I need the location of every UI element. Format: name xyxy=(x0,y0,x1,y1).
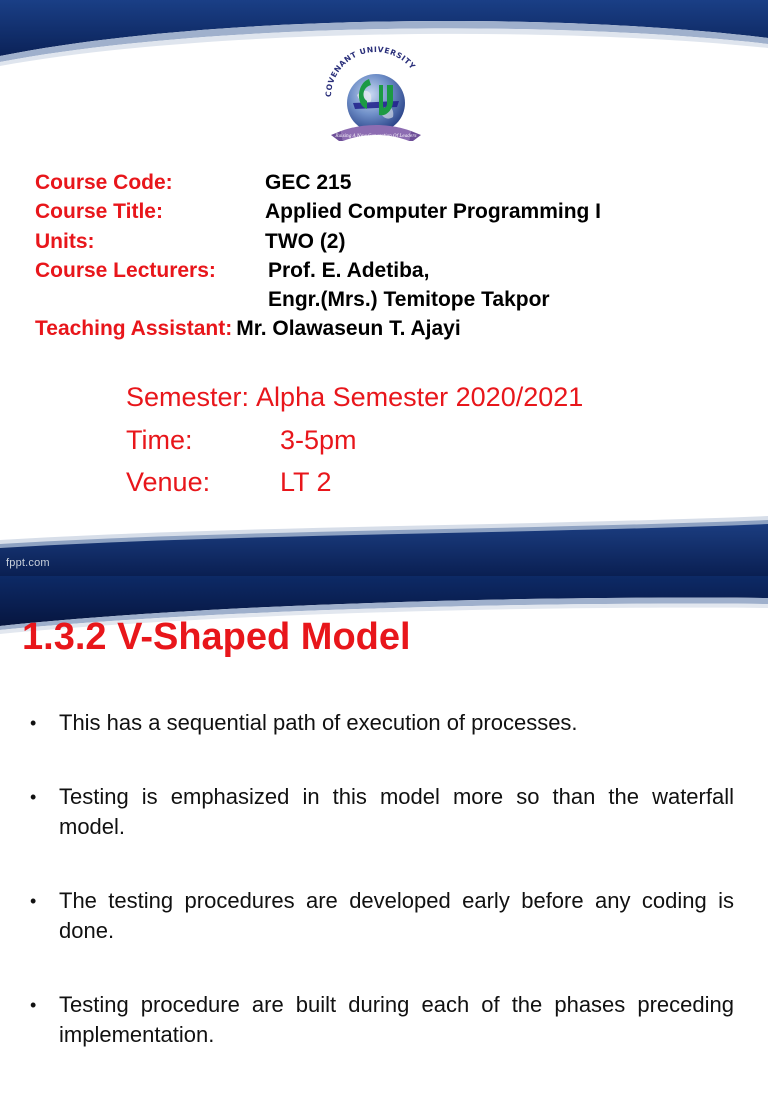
bullet-text: This has a sequential path of execution of processes. xyxy=(59,710,578,735)
svg-text:COVENANT UNIVERSITY: COVENANT UNIVERSITY xyxy=(323,45,418,98)
semester-value: Alpha Semester 2020/2021 xyxy=(256,382,584,412)
university-logo xyxy=(313,45,439,149)
units-row xyxy=(35,227,601,256)
bullet-marker: • xyxy=(30,713,37,733)
content-slide xyxy=(0,576,768,1047)
course-title-row xyxy=(35,197,601,226)
course-code-value: GEC 215 xyxy=(265,171,352,194)
course-code-row xyxy=(35,168,601,197)
course-title-label: Course Title: xyxy=(35,200,163,224)
venue-value: LT 2 xyxy=(280,467,332,497)
bullet-item xyxy=(30,782,734,842)
bullet-item xyxy=(30,990,734,1050)
bullet-marker: • xyxy=(30,995,37,1015)
lecturers-row xyxy=(35,256,601,285)
bullet-text: Testing is emphasized in this model more so than the waterfall model. xyxy=(59,784,734,839)
lecturers-label: Course Lecturers: xyxy=(35,258,216,282)
lecturer-2: Engr.(Mrs.) Temitope Takpor xyxy=(268,288,550,312)
time-value: 3-5pm xyxy=(280,424,357,455)
bullet-marker: • xyxy=(30,891,37,911)
slide-heading: 1.3.2 V-Shaped Model xyxy=(22,616,411,658)
lecturers-row-2 xyxy=(35,285,601,314)
footer-watermark: fppt.com xyxy=(6,557,50,569)
bullet-text: The testing procedures are developed early before any coding is done. xyxy=(59,888,734,943)
course-code-label: Course Code: xyxy=(35,171,173,194)
bullet-marker: • xyxy=(30,787,37,807)
bullet-item xyxy=(30,708,734,738)
lecturers-label-spacer xyxy=(35,285,268,314)
bullet-item xyxy=(30,886,734,946)
assistant-value: Mr. Olawaseun T. Ajayi xyxy=(236,317,461,341)
units-value: TWO (2) xyxy=(265,229,346,253)
lecturer-1: Prof. E. Adetiba, xyxy=(268,258,430,282)
time-row xyxy=(126,419,583,462)
assistant-label: Teaching Assistant: xyxy=(35,317,233,341)
time-label: Time: xyxy=(126,424,193,455)
assistant-row xyxy=(35,314,601,343)
venue-row xyxy=(126,461,583,504)
svg-text:Raising A New Generation Of Le: Raising A New Generation Of Leaders xyxy=(335,133,417,138)
venue-label: Venue: xyxy=(126,467,211,497)
course-title-value: Applied Computer Programming I xyxy=(265,200,602,224)
course-info-table xyxy=(35,168,601,344)
bullet-text: Testing procedure are built during each of the phases preceding implementation. xyxy=(59,992,734,1047)
units-label: Units: xyxy=(35,229,95,253)
bullet-list xyxy=(30,708,734,1094)
bottom-wave-band xyxy=(0,516,768,576)
schedule-block xyxy=(126,376,583,504)
semester-label: Semester: xyxy=(126,382,250,412)
semester-row xyxy=(126,376,583,419)
